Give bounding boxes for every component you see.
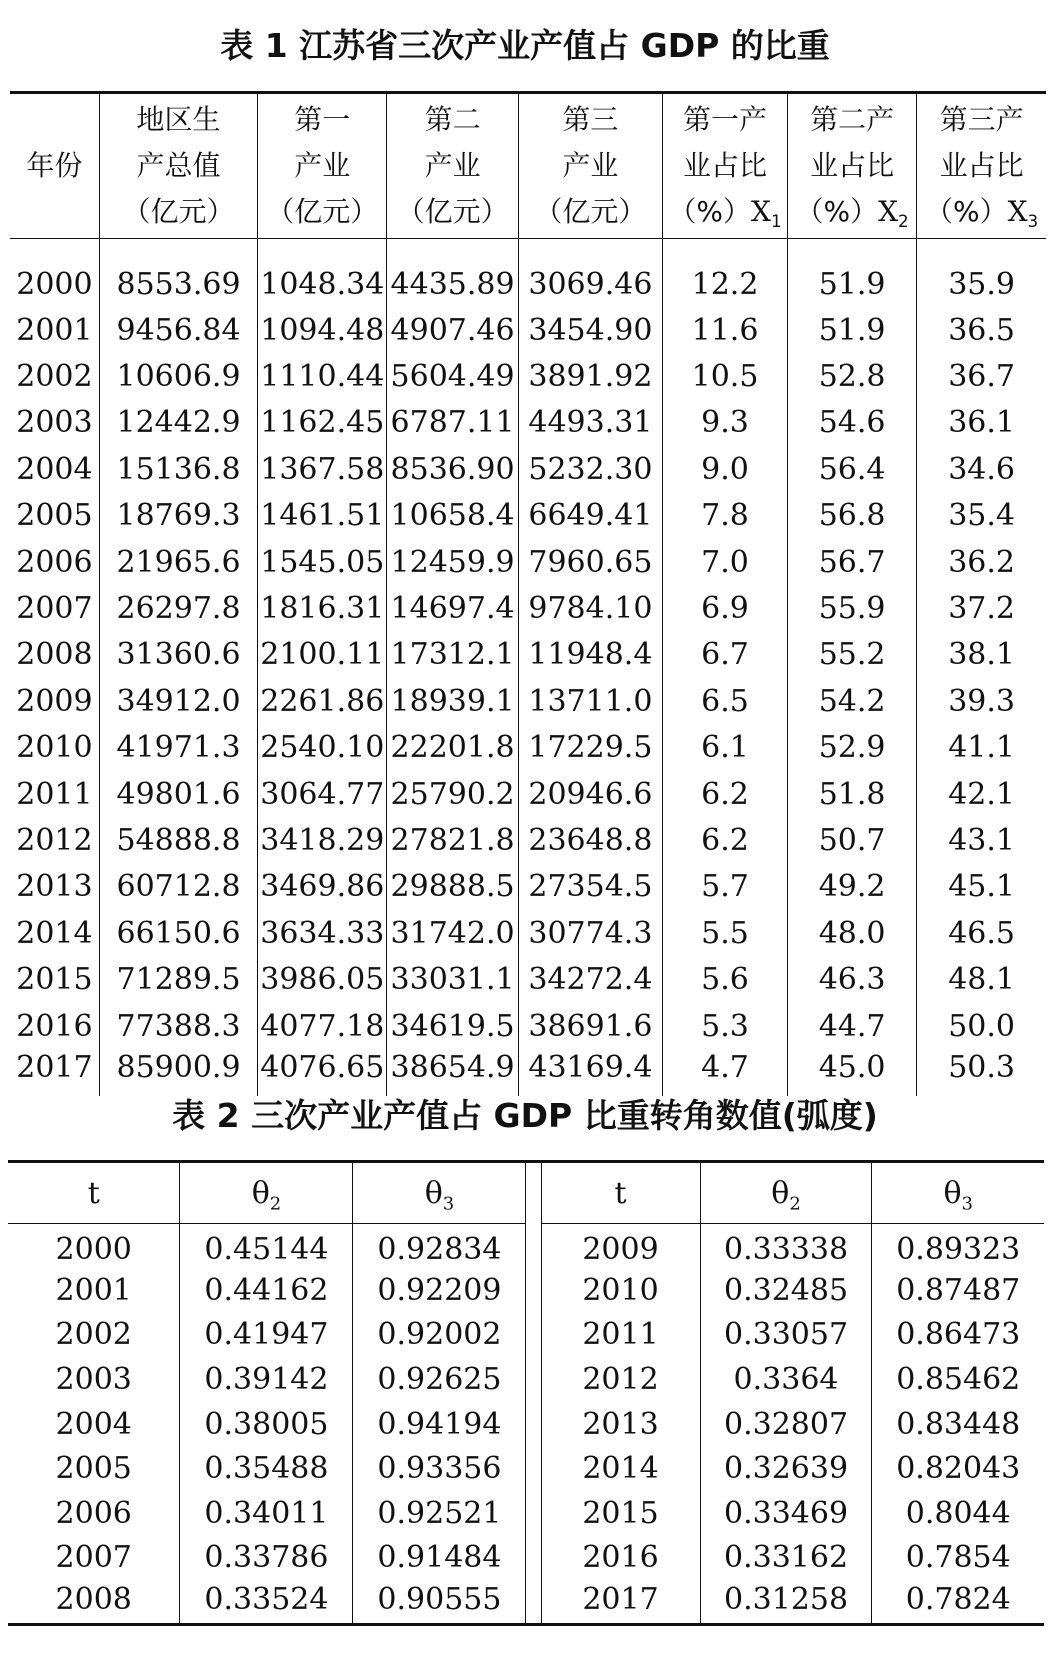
cell-left-t: 2005 — [55, 1451, 132, 1487]
cell-year: 2004 — [16, 451, 93, 487]
cell-right-t: 2010 — [582, 1272, 659, 1308]
header-tertiary-share: 第三产 业占比 $(\%)X_3$ — [917, 93, 1046, 239]
cell-left-theta2: 0.38005 — [180, 1402, 353, 1447]
cell-primary-share: 9.0 — [663, 446, 788, 492]
table-row — [10, 1003, 1046, 1049]
cell-gdp: 85900.9 — [99, 1049, 257, 1095]
cell-primary-share: 6.5 — [663, 678, 788, 724]
cell-primary: 2261.86 — [258, 678, 387, 724]
table2-separator — [526, 1268, 541, 1313]
cell-secondary-share: 45.0 — [787, 1049, 916, 1095]
cell-tertiary-share: 36.1 — [917, 400, 1046, 446]
table-row — [10, 817, 1046, 863]
cell-tertiary: 11948.4 — [518, 632, 662, 678]
cell-tertiary-share: 36.2 — [917, 539, 1046, 585]
cell-tertiary: 27354.5 — [518, 864, 662, 910]
cell-secondary: 38654.9 — [387, 1049, 518, 1095]
cell-tertiary-share: 43.1 — [917, 817, 1046, 863]
cell-primary-share: 12.2 — [663, 239, 788, 308]
table-row — [10, 956, 1046, 1002]
cell-gdp: 34912.0 — [99, 678, 257, 724]
cell-tertiary-share: 35.4 — [917, 493, 1046, 539]
cell-primary: 2540.10 — [258, 725, 387, 771]
cell-left-theta3: 0.92521 — [353, 1491, 526, 1536]
cell-left-theta3: 0.92625 — [353, 1357, 526, 1402]
cell-left-t: 2006 — [55, 1495, 132, 1531]
cell-secondary-share: 56.7 — [787, 539, 916, 585]
cell-gdp: 49801.6 — [99, 771, 257, 817]
cell-tertiary: 9784.10 — [518, 585, 662, 631]
cell-year: 2013 — [16, 869, 93, 905]
cell-gdp: 31360.6 — [99, 632, 257, 678]
cell-left-t: 2003 — [55, 1362, 132, 1398]
table-row — [10, 353, 1046, 399]
cell-gdp: 18769.3 — [99, 493, 257, 539]
table-row — [8, 1402, 1044, 1447]
cell-left-theta3: 0.94194 — [353, 1402, 526, 1447]
table-row — [10, 539, 1046, 585]
cell-left-t: 2007 — [55, 1540, 132, 1576]
cell-gdp: 15136.8 — [99, 446, 257, 492]
table-row — [10, 493, 1046, 539]
cell-secondary-share: 51.8 — [787, 771, 916, 817]
table2-separator — [526, 1357, 541, 1402]
cell-year: 2008 — [16, 637, 93, 673]
cell-primary-share: 4.7 — [663, 1049, 788, 1095]
cell-right-theta2: 0.33057 — [700, 1313, 872, 1358]
cell-year: 2011 — [16, 776, 93, 812]
cell-gdp: 10606.9 — [99, 353, 257, 399]
cell-right-theta2: 0.33162 — [700, 1536, 872, 1581]
header-secondary-share: 第二产 业占比 $(\%)X_2$ — [787, 93, 916, 239]
cell-primary-share: 5.3 — [663, 1003, 788, 1049]
cell-left-theta2: 0.35488 — [180, 1446, 353, 1491]
cell-left-theta2: 0.39142 — [180, 1357, 353, 1402]
table-row — [10, 239, 1046, 308]
cell-right-t: 2014 — [582, 1451, 659, 1487]
cell-year: 2001 — [16, 312, 93, 348]
cell-primary-share: 7.8 — [663, 493, 788, 539]
cell-tertiary-share: 39.3 — [917, 678, 1046, 724]
cell-left-theta2: 0.45144 — [180, 1224, 353, 1269]
cell-year: 2006 — [16, 544, 93, 580]
cell-year: 2010 — [16, 730, 93, 766]
header-gdp: 地区生 产总值 （亿元） — [99, 93, 257, 239]
cell-secondary: 31742.0 — [387, 910, 518, 956]
cell-left-theta2: 0.33786 — [180, 1536, 353, 1581]
cell-right-t: 2017 — [541, 1580, 700, 1625]
cell-secondary: 29888.5 — [387, 864, 518, 910]
cell-secondary-share: 51.9 — [787, 307, 916, 353]
cell-secondary-share: 55.2 — [787, 632, 916, 678]
cell-right-theta3: 0.89323 — [872, 1224, 1044, 1269]
cell-gdp: 77388.3 — [99, 1003, 257, 1049]
table2-separator — [526, 1224, 541, 1269]
header-theta2-left: $\theta_2$ — [180, 1162, 353, 1224]
cell-tertiary: 5232.30 — [518, 446, 662, 492]
cell-right-theta3: 0.82043 — [872, 1446, 1044, 1491]
cell-right-theta2: 0.32807 — [700, 1402, 872, 1447]
cell-left-t: 2001 — [55, 1272, 132, 1308]
cell-tertiary: 30774.3 — [518, 910, 662, 956]
cell-tertiary-share: 36.5 — [917, 307, 1046, 353]
cell-right-theta2: 0.3364 — [700, 1357, 872, 1402]
cell-secondary: 10658.4 — [387, 493, 518, 539]
cell-tertiary-share: 50.0 — [917, 1003, 1046, 1049]
header-secondary: 第二 产业 （亿元） — [387, 93, 518, 239]
table2-title: 表 2 三次产业产值占 GDP 比重转角数值(弧度) — [172, 1096, 878, 1135]
cell-primary: 1094.48 — [258, 307, 387, 353]
table2-separator — [526, 1536, 541, 1581]
cell-left-t: 2000 — [55, 1231, 132, 1267]
table-row — [8, 1268, 1044, 1313]
table-row — [10, 446, 1046, 492]
table-row — [8, 1313, 1044, 1358]
cell-tertiary-share: 50.3 — [917, 1049, 1046, 1095]
cell-year: 2005 — [16, 498, 93, 534]
cell-tertiary: 13711.0 — [518, 678, 662, 724]
cell-tertiary-share: 48.1 — [917, 956, 1046, 1002]
table1-header-row — [10, 93, 1046, 239]
cell-secondary: 5604.49 — [387, 353, 518, 399]
cell-right-theta3: 0.83448 — [872, 1402, 1044, 1447]
cell-year: 2000 — [16, 266, 93, 302]
table-row — [10, 307, 1046, 353]
header-year: 年份 — [10, 93, 99, 239]
cell-primary-share: 10.5 — [663, 353, 788, 399]
table2-separator — [526, 1162, 541, 1224]
table-row — [10, 771, 1046, 817]
cell-primary: 1048.34 — [258, 239, 387, 308]
table-row — [8, 1357, 1044, 1402]
cell-secondary-share: 52.9 — [787, 725, 916, 771]
cell-right-theta3: 0.7824 — [872, 1580, 1044, 1625]
cell-year: 2009 — [16, 683, 93, 719]
cell-secondary: 4907.46 — [387, 307, 518, 353]
cell-left-t: 2004 — [55, 1406, 132, 1442]
cell-left-t: 2002 — [55, 1317, 132, 1353]
cell-secondary: 18939.1 — [387, 678, 518, 724]
cell-primary: 1545.05 — [258, 539, 387, 585]
cell-secondary: 27821.8 — [387, 817, 518, 863]
cell-gdp: 71289.5 — [99, 956, 257, 1002]
cell-secondary: 14697.4 — [387, 585, 518, 631]
cell-primary-share: 6.2 — [663, 771, 788, 817]
table2 — [8, 1160, 1044, 1626]
table-row — [10, 1049, 1046, 1095]
cell-secondary-share: 46.3 — [787, 956, 916, 1002]
cell-tertiary: 6649.41 — [518, 493, 662, 539]
table-row — [10, 632, 1046, 678]
cell-primary: 3064.77 — [258, 771, 387, 817]
cell-gdp: 21965.6 — [99, 539, 257, 585]
cell-primary: 1110.44 — [258, 353, 387, 399]
cell-primary-share: 5.7 — [663, 864, 788, 910]
cell-gdp: 54888.8 — [99, 817, 257, 863]
cell-primary: 1461.51 — [258, 493, 387, 539]
cell-right-t: 2016 — [582, 1540, 659, 1576]
cell-secondary: 4435.89 — [387, 239, 518, 308]
cell-tertiary-share: 36.7 — [917, 353, 1046, 399]
cell-tertiary: 34272.4 — [518, 956, 662, 1002]
table-row — [10, 400, 1046, 446]
cell-primary-share: 6.2 — [663, 817, 788, 863]
cell-year: 2007 — [16, 591, 93, 627]
cell-right-theta2: 0.32485 — [700, 1268, 872, 1313]
cell-secondary-share: 55.9 — [787, 585, 916, 631]
cell-left-t: 2008 — [8, 1580, 180, 1625]
table2-separator — [526, 1313, 541, 1358]
table2-separator — [526, 1402, 541, 1447]
cell-secondary: 12459.9 — [387, 539, 518, 585]
cell-right-t: 2012 — [582, 1362, 659, 1398]
cell-tertiary-share: 37.2 — [917, 585, 1046, 631]
cell-primary-share: 5.5 — [663, 910, 788, 956]
cell-primary: 4077.18 — [258, 1003, 387, 1049]
cell-primary: 1816.31 — [258, 585, 387, 631]
table-row — [8, 1580, 1044, 1625]
cell-secondary-share: 56.8 — [787, 493, 916, 539]
header-theta3-right: $\theta_3$ — [872, 1162, 1044, 1224]
cell-secondary: 33031.1 — [387, 956, 518, 1002]
table1-title: 表 1 江苏省三次产业产值占 GDP 的比重 — [220, 26, 830, 65]
cell-year: 2012 — [16, 822, 93, 858]
cell-secondary: 22201.8 — [387, 725, 518, 771]
cell-left-theta3: 0.92834 — [353, 1224, 526, 1269]
table2-header-row — [8, 1162, 1044, 1224]
header-t-right: t — [541, 1162, 700, 1224]
header-t-left: t — [8, 1162, 180, 1224]
header-primary: 第一 产业 （亿元） — [258, 93, 387, 239]
cell-tertiary: 3454.90 — [518, 307, 662, 353]
cell-right-t: 2015 — [582, 1495, 659, 1531]
cell-secondary-share: 49.2 — [787, 864, 916, 910]
cell-primary: 1367.58 — [258, 446, 387, 492]
cell-year: 2003 — [16, 405, 93, 441]
cell-tertiary: 7960.65 — [518, 539, 662, 585]
header-theta2-right: $\theta_2$ — [700, 1162, 872, 1224]
cell-gdp: 9456.84 — [99, 307, 257, 353]
cell-secondary: 6787.11 — [387, 400, 518, 446]
cell-gdp: 60712.8 — [99, 864, 257, 910]
cell-right-t: 2009 — [582, 1231, 659, 1267]
table2-separator — [526, 1580, 541, 1625]
table-row — [8, 1491, 1044, 1536]
cell-secondary-share: 44.7 — [787, 1003, 916, 1049]
cell-gdp: 12442.9 — [99, 400, 257, 446]
cell-primary-share: 9.3 — [663, 400, 788, 446]
cell-secondary-share: 54.6 — [787, 400, 916, 446]
cell-secondary-share: 52.8 — [787, 353, 916, 399]
table-row — [10, 864, 1046, 910]
cell-primary-share: 7.0 — [663, 539, 788, 585]
cell-tertiary-share: 34.6 — [917, 446, 1046, 492]
cell-gdp: 66150.6 — [99, 910, 257, 956]
cell-tertiary: 17229.5 — [518, 725, 662, 771]
cell-right-theta3: 0.87487 — [872, 1268, 1044, 1313]
cell-year: 2002 — [16, 359, 93, 395]
table-row — [8, 1536, 1044, 1581]
table2-separator — [526, 1446, 541, 1491]
cell-secondary-share: 54.2 — [787, 678, 916, 724]
header-primary-share: 第一产 业占比 $(\%)X_1$ — [663, 93, 788, 239]
table2-separator — [526, 1491, 541, 1536]
cell-tertiary-share: 35.9 — [917, 239, 1046, 308]
cell-left-theta2: 0.34011 — [180, 1491, 353, 1536]
cell-right-theta3: 0.86473 — [872, 1313, 1044, 1358]
cell-tertiary: 38691.6 — [518, 1003, 662, 1049]
cell-primary-share: 5.6 — [663, 956, 788, 1002]
header-tertiary: 第三 产业 （亿元） — [518, 93, 662, 239]
cell-tertiary: 43169.4 — [518, 1049, 662, 1095]
cell-tertiary-share: 42.1 — [917, 771, 1046, 817]
table-row — [10, 678, 1046, 724]
cell-gdp: 26297.8 — [99, 585, 257, 631]
cell-secondary-share: 48.0 — [787, 910, 916, 956]
cell-tertiary: 4493.31 — [518, 400, 662, 446]
cell-gdp: 41971.3 — [99, 725, 257, 771]
cell-primary: 2100.11 — [258, 632, 387, 678]
cell-left-theta3: 0.92209 — [353, 1268, 526, 1313]
header-theta3-left: $\theta_3$ — [353, 1162, 526, 1224]
cell-right-theta3: 0.8044 — [872, 1491, 1044, 1536]
cell-gdp: 8553.69 — [99, 239, 257, 308]
table1 — [10, 91, 1046, 1096]
cell-year: 2015 — [16, 962, 93, 998]
cell-secondary: 34619.5 — [387, 1003, 518, 1049]
cell-secondary: 17312.1 — [387, 632, 518, 678]
cell-secondary: 25790.2 — [387, 771, 518, 817]
cell-primary-share: 6.1 — [663, 725, 788, 771]
cell-year: 2017 — [16, 1049, 93, 1085]
cell-right-theta2: 0.31258 — [700, 1580, 872, 1625]
cell-year: 2016 — [16, 1008, 93, 1044]
table-row — [8, 1224, 1044, 1269]
table-row — [10, 585, 1046, 631]
cell-year: 2014 — [16, 915, 93, 951]
table-row — [8, 1446, 1044, 1491]
cell-right-theta3: 0.7854 — [872, 1536, 1044, 1581]
cell-primary: 3634.33 — [258, 910, 387, 956]
cell-right-theta3: 0.85462 — [872, 1357, 1044, 1402]
cell-left-theta2: 0.44162 — [180, 1268, 353, 1313]
cell-left-theta2: 0.33524 — [180, 1580, 353, 1625]
cell-primary: 1162.45 — [258, 400, 387, 446]
cell-tertiary: 3069.46 — [518, 239, 662, 308]
cell-left-theta3: 0.90555 — [353, 1580, 526, 1625]
cell-secondary-share: 50.7 — [787, 817, 916, 863]
cell-right-t: 2011 — [582, 1317, 659, 1353]
cell-secondary-share: 51.9 — [787, 239, 916, 308]
cell-left-theta2: 0.41947 — [180, 1313, 353, 1358]
cell-tertiary: 23648.8 — [518, 817, 662, 863]
cell-secondary: 8536.90 — [387, 446, 518, 492]
table-row — [10, 725, 1046, 771]
cell-left-theta3: 0.92002 — [353, 1313, 526, 1358]
cell-right-theta2: 0.33338 — [700, 1224, 872, 1269]
table-row — [10, 910, 1046, 956]
cell-primary: 4076.65 — [258, 1049, 387, 1095]
cell-primary: 3418.29 — [258, 817, 387, 863]
cell-primary-share: 11.6 — [663, 307, 788, 353]
cell-primary: 3469.86 — [258, 864, 387, 910]
cell-tertiary-share: 41.1 — [917, 725, 1046, 771]
cell-tertiary: 3891.92 — [518, 353, 662, 399]
cell-right-theta2: 0.33469 — [700, 1491, 872, 1536]
cell-tertiary: 20946.6 — [518, 771, 662, 817]
cell-primary: 3986.05 — [258, 956, 387, 1002]
cell-tertiary-share: 45.1 — [917, 864, 1046, 910]
cell-right-t: 2013 — [582, 1406, 659, 1442]
cell-left-theta3: 0.91484 — [353, 1536, 526, 1581]
cell-right-theta2: 0.32639 — [700, 1446, 872, 1491]
cell-tertiary-share: 38.1 — [917, 632, 1046, 678]
cell-left-theta3: 0.93356 — [353, 1446, 526, 1491]
cell-primary-share: 6.9 — [663, 585, 788, 631]
cell-tertiary-share: 46.5 — [917, 910, 1046, 956]
cell-primary-share: 6.7 — [663, 632, 788, 678]
cell-secondary-share: 56.4 — [787, 446, 916, 492]
